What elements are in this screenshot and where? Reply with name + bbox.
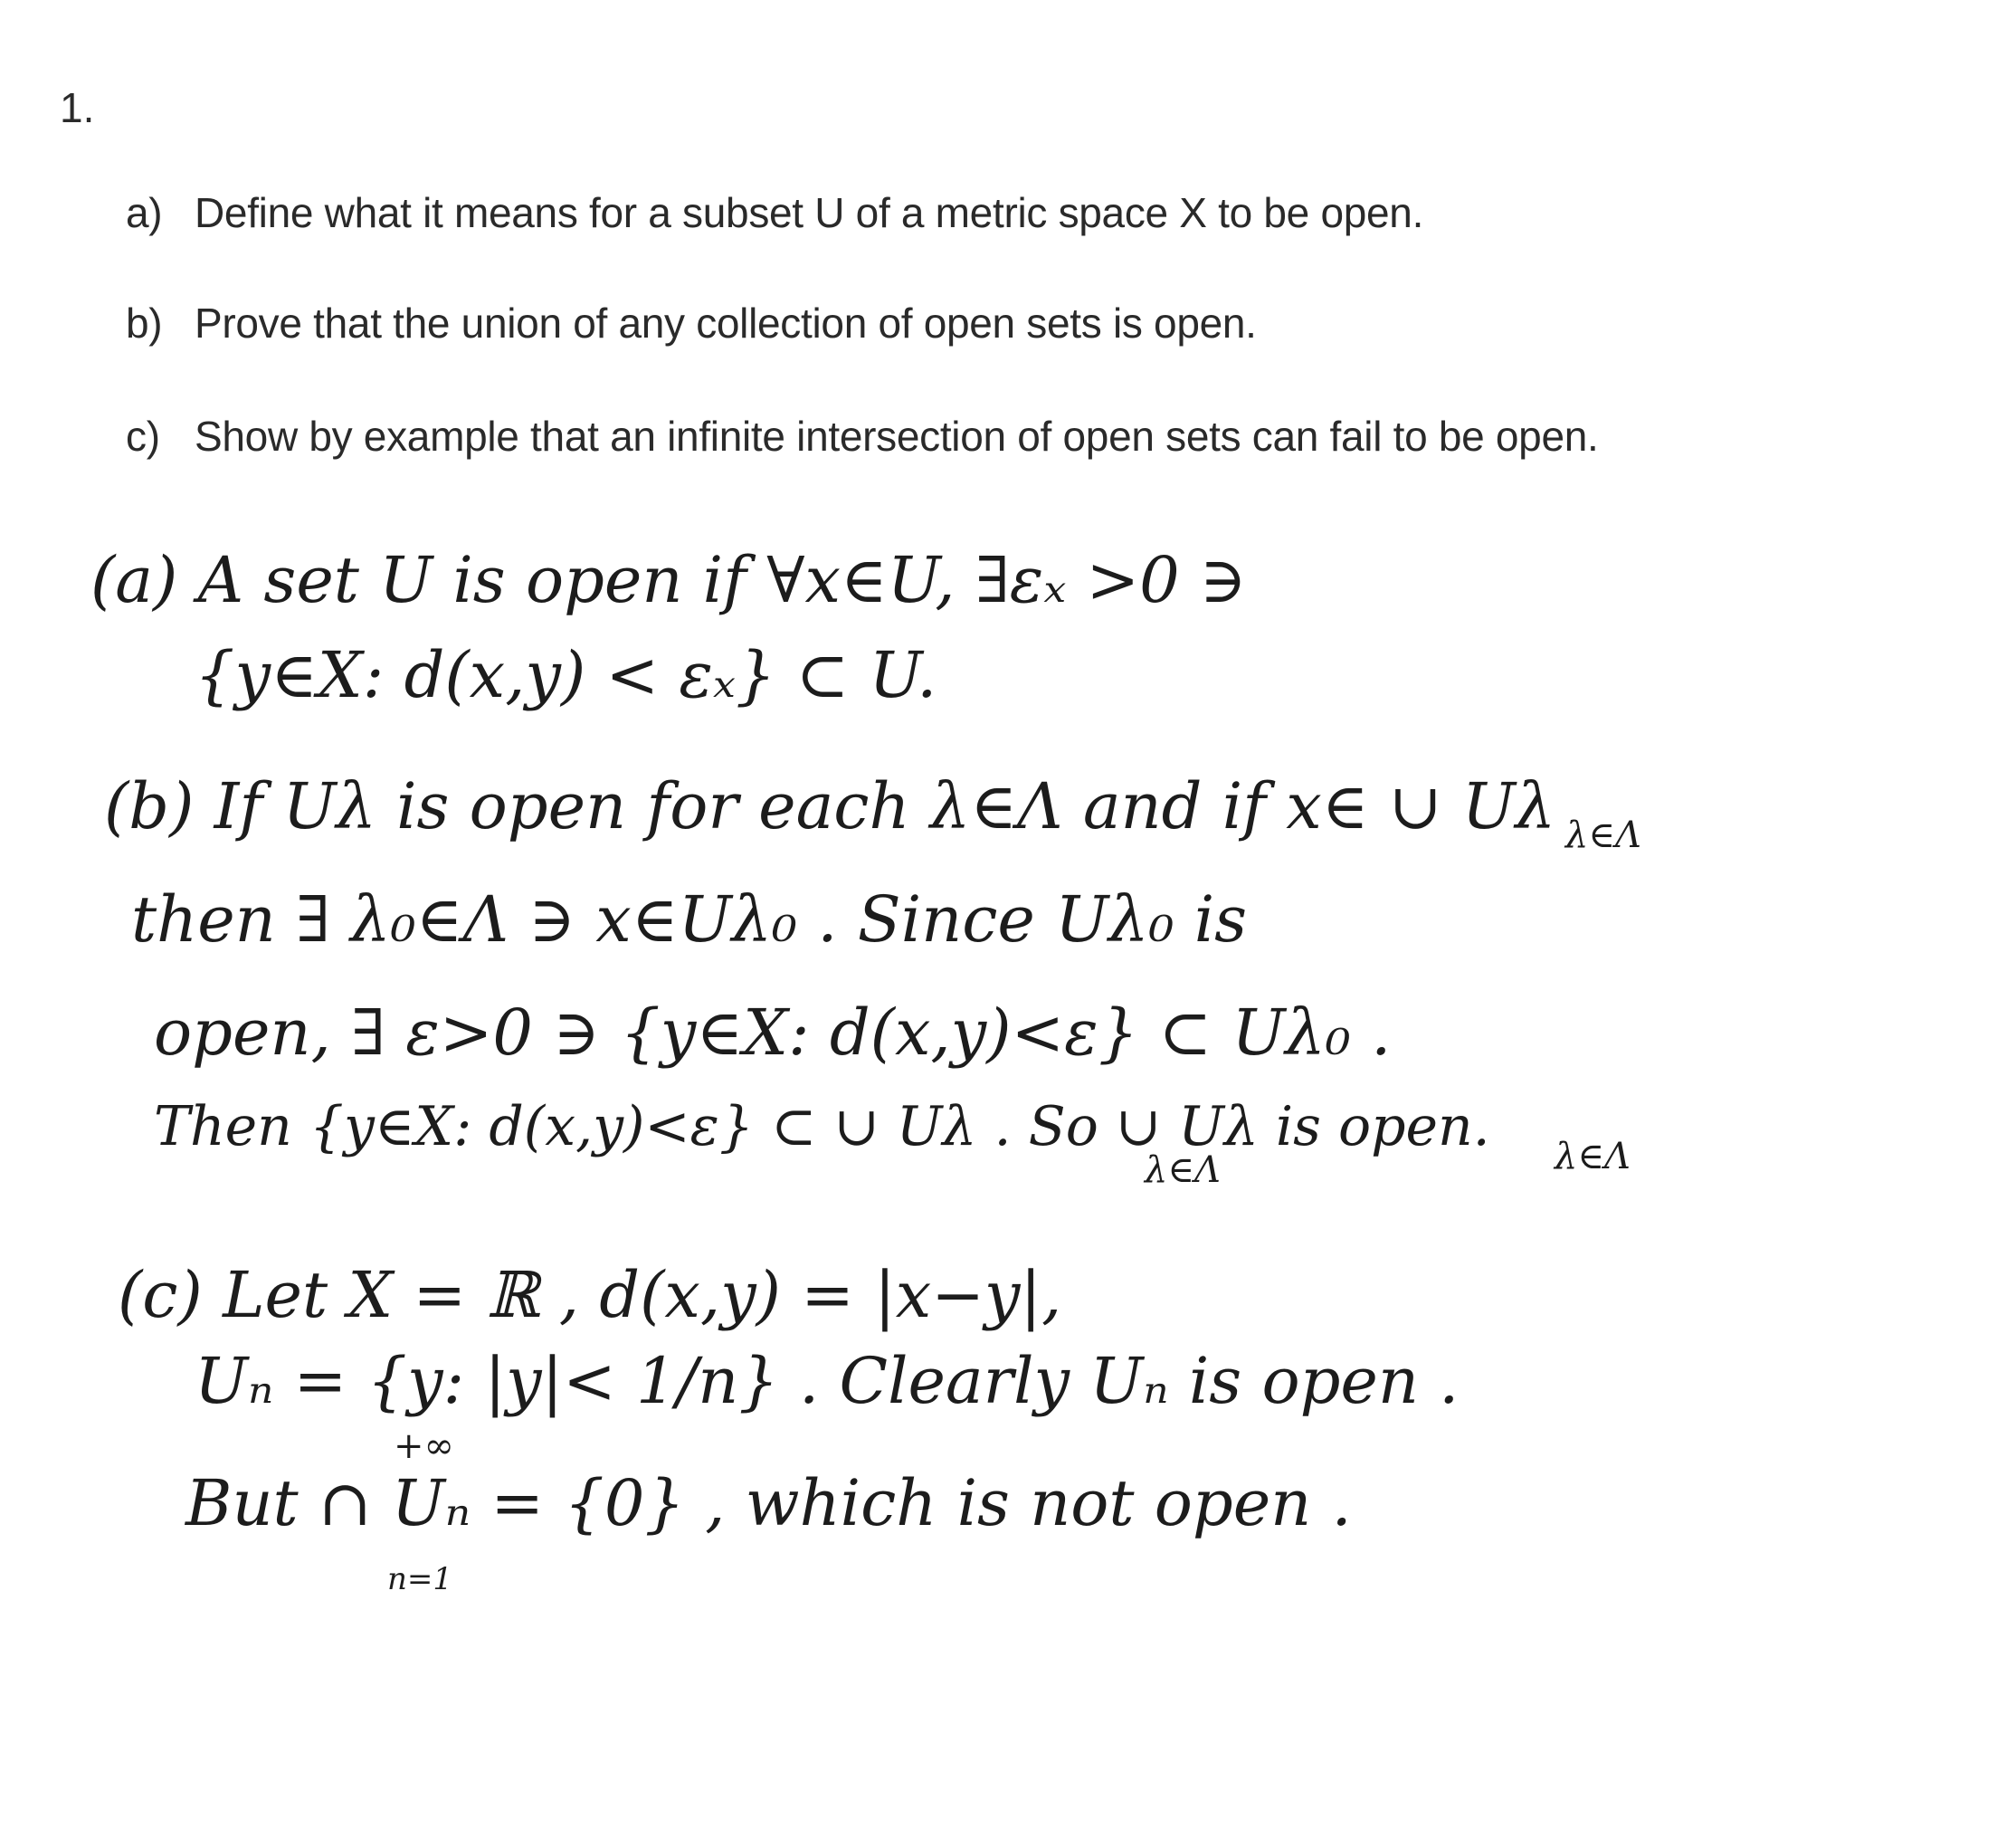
answer-b-line-4-subscript-2: λ∈Λ — [1555, 1136, 1631, 1177]
question-c — [126, 409, 1664, 464]
question-a-text: Define what it means for a subset U of a metric space X to be open. — [195, 189, 1424, 236]
problem-number: 1. — [60, 84, 95, 131]
answer-c-line-3-subscript: n=1 — [387, 1561, 453, 1597]
answer-b-line-4-subscript-1: λ∈Λ — [1145, 1149, 1221, 1191]
answer-b-line-1-subscript: λ∈Λ — [1565, 814, 1641, 856]
answer-b-line-2: then ∃ λ₀∈Λ ∋ x∈Uλ₀ . Since Uλ₀ is — [131, 882, 1248, 957]
answer-b-line-1: (b) If Uλ is open for each λ∈Λ and if x∈ ∪ Uλ — [104, 769, 1556, 843]
question-a — [126, 188, 1423, 237]
question-b — [126, 299, 1257, 348]
question-b-label: b) — [126, 300, 163, 347]
answer-b-line-4: Then {y∈X: d(x,y)<ε} ⊂ ∪ Uλ . So ∪ Uλ is open. — [154, 1095, 1490, 1158]
question-a-label: a) — [126, 189, 163, 236]
answer-b-line-3: open, ∃ ε>0 ∋ {y∈X: d(x,y)<ε} ⊂ Uλ₀ . — [154, 995, 1392, 1070]
answer-c-line-2: Uₙ = {y: |y|< 1/n} . Clearly Uₙ is open . — [195, 1344, 1460, 1418]
answer-a-line-1: (a) A set U is open if ∀x∈U, ∃εₓ >0 ∋ — [90, 543, 1247, 617]
answer-c-line-1: (c) Let X = ℝ , d(x,y) = |x−y|, — [118, 1258, 1062, 1332]
answer-a-line-2: {y∈X: d(x,y) < εₓ} ⊂ U. — [195, 638, 937, 712]
answer-c-line-3: But ∩ Uₙ = {0} , which is not open . — [185, 1466, 1352, 1540]
question-b-text: Prove that the union of any collection of open sets is open. — [195, 300, 1257, 347]
answer-c-line-3-superscript: +∞ — [394, 1425, 454, 1467]
question-c-label: c) — [126, 413, 160, 460]
question-c-text: Show by example that an infinite intersection of open sets can fail to be open. — [195, 413, 1599, 460]
